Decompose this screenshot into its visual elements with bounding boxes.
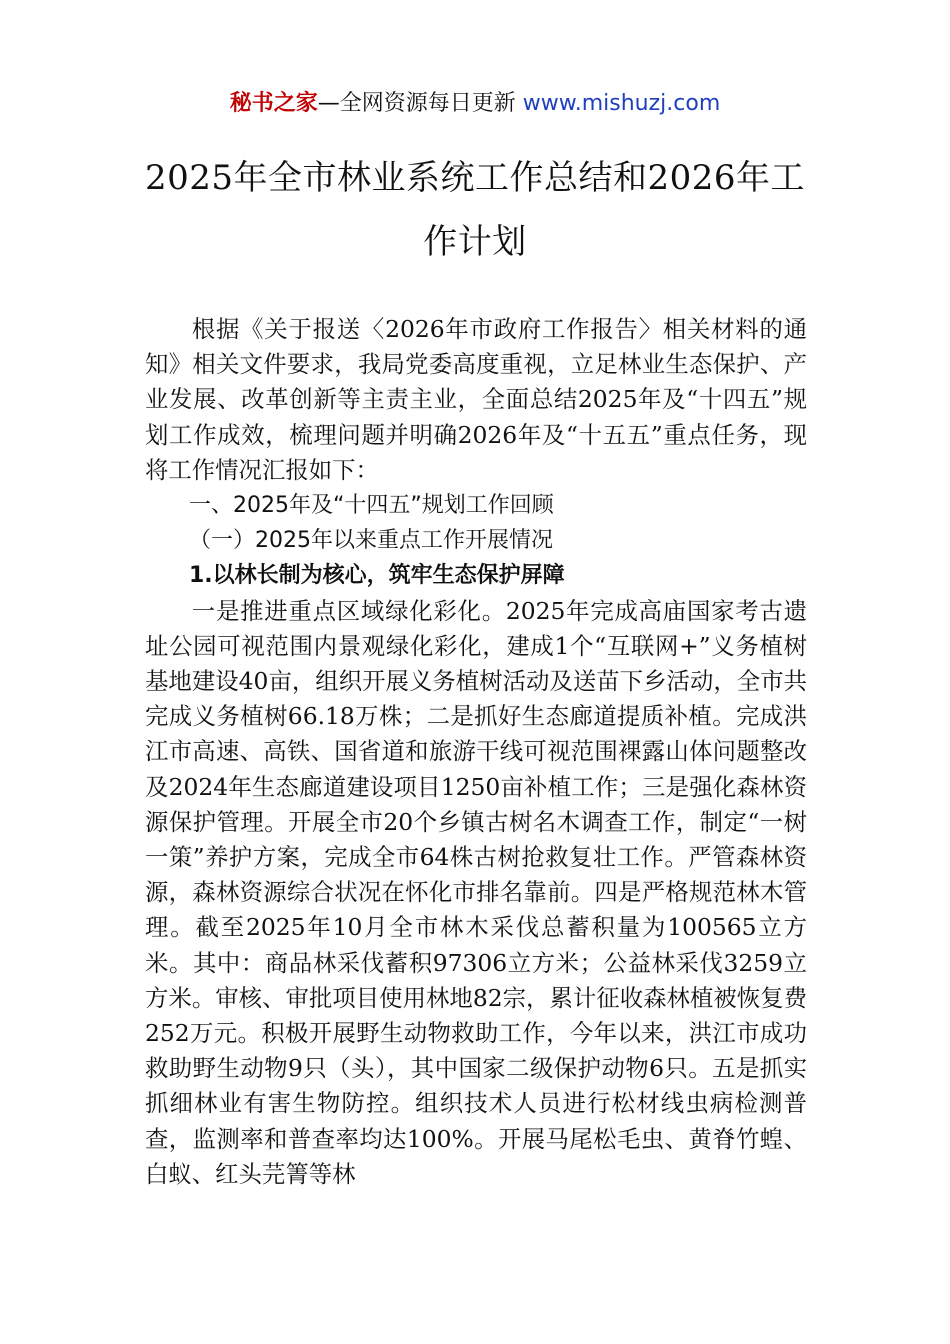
brand-name: 秘书之家 (229, 91, 318, 116)
document-title: 2025年全市林业系统工作总结和2026年工作计划 (144, 158, 806, 262)
section-heading-1: 一、2025年及“十四五”规划工作回顾 (189, 493, 554, 519)
site-url-link[interactable]: www.mishuzj.com (522, 91, 721, 116)
body-paragraph: 一是推进重点区域绿化彩化。2025年完成高庙国家考古遗址公园可视范围内景观绿化彩化，建成1个“互联网+”义务植树基地建设40亩，组织开展义务植树活动及送苗下乡活动，全市共完成义务植树66.18万株；二是抓好生态廊道提质补植。完成洪江市高速、高铁、国省道和旅游干线可视范围裸露山体问题整改及2024年生态廊道建设项目1250亩补植工作；三是强化森林资源保护管理。开展全市20个乡镇古树名木调查工作，制定“一树一策”养护方案，完成全市64株古树抢救复壮工作。严管森林资源，森林资源综合状况在怀化市排名靠前。四是严格规范林木管理。截至2025年10月全市林木采伐总蓄积量为100565立方米。其中：商品林采伐蓄积97306立方米；公益林采伐3259立方米。审核、审批项目使用林地82宗，累计征收森林植被恢复费252万元。积极开展野生动物救助工作，今年以来，洪江市成功救助野生动物9只（头），其中国家二级保护动物6只。五是抓实抓细林业有害生物防控。组织技术人员进行松材线虫病检测普查，监测率和普查率均达100%。开展马尾松毛虫、黄脊竹蝗、白蚁、红头芫箐等林 (145, 596, 807, 1188)
site-header (0, 88, 950, 120)
intro-paragraph: 根据《关于报送〈2026年市政府工作报告〉相关材料的通知》相关文件要求，我局党委高度重视，立足林业生态保护、产业发展、改革创新等主责主业，全面总结2025年及“十四五”规划工作成效，梳理问题并明确2026年及“十五五”重点任务，现将工作情况汇报如下： (145, 315, 807, 484)
header-slogan: —全网资源每日更新 (317, 91, 523, 116)
section-heading-3: 1.以林长制为核心，筑牢生态保护屏障 (189, 563, 565, 589)
section-heading-2: （一）2025年以来重点工作开展情况 (189, 528, 553, 554)
document-body (145, 312, 807, 1192)
